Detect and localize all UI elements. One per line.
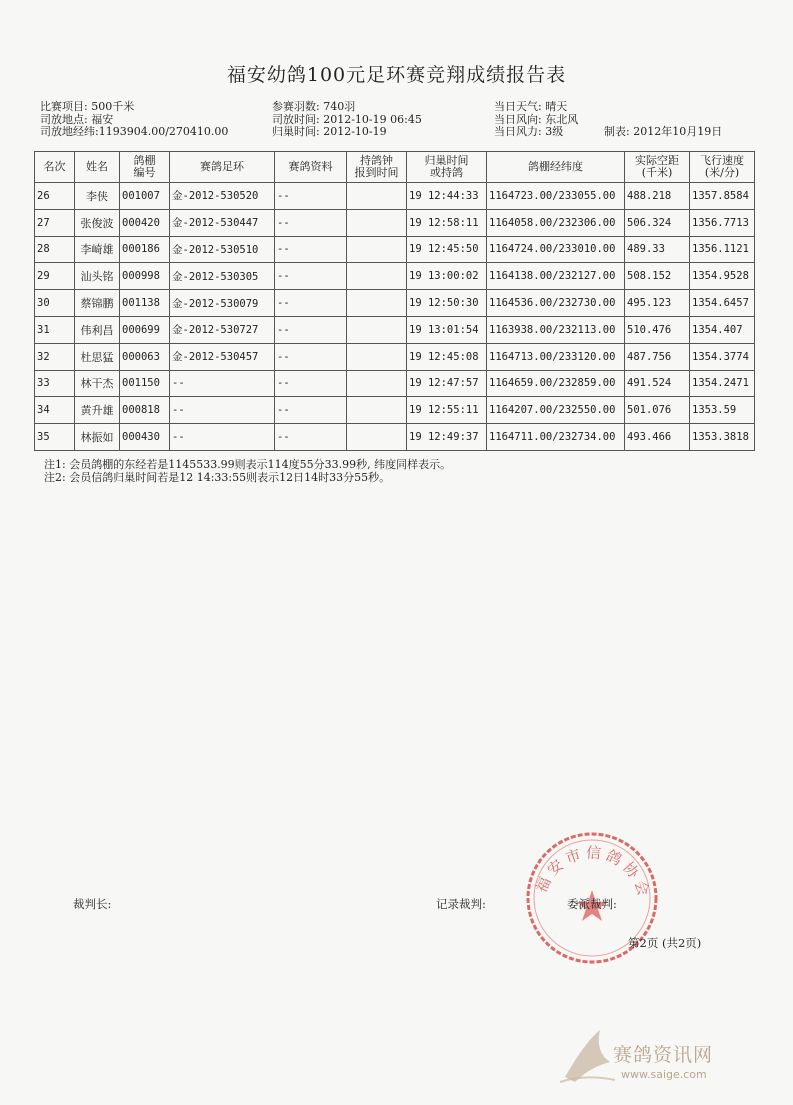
table-cell: 1164724.00/233010.00 xyxy=(487,236,625,263)
table-cell: 001138 xyxy=(120,290,170,317)
table-cell: 510.476 xyxy=(625,316,690,343)
table-cell: 1357.8584 xyxy=(690,183,755,210)
table-cell: 李崎雄 xyxy=(75,236,120,263)
table-cell: 杜思猛 xyxy=(75,343,120,370)
table-cell: 金-2012-530510 xyxy=(170,236,275,263)
table-cell: 508.152 xyxy=(625,263,690,290)
table-cell: 19 12:49:37 xyxy=(407,424,487,451)
table-cell: 1356.7713 xyxy=(690,209,755,236)
table-row xyxy=(35,290,755,317)
table-cell: 汕头铭 xyxy=(75,263,120,290)
meta-item: 司放地经纬:1193904.00/270410.00 xyxy=(40,125,229,138)
table-cell xyxy=(347,397,407,424)
meta-item: 当日风向: 东北风 xyxy=(494,112,579,126)
table-cell xyxy=(347,316,407,343)
table-cell: 1164207.00/232550.00 xyxy=(487,397,625,424)
table-cell: 金-2012-530457 xyxy=(170,343,275,370)
table-cell: 金-2012-530727 xyxy=(170,316,275,343)
table-cell: 1353.59 xyxy=(690,397,755,424)
table-cell xyxy=(347,370,407,397)
table-cell: 1164659.00/232859.00 xyxy=(487,370,625,397)
table-row xyxy=(35,343,755,370)
note-2: 注2: 会员信鸽归巢时间若是12 14:33:55则表示12日14时33分55秒。 xyxy=(44,471,391,484)
table-cell: 1164713.00/233120.00 xyxy=(487,343,625,370)
table-cell: 林振如 xyxy=(75,424,120,451)
column-header: 姓名 xyxy=(75,152,120,183)
chief-judge-label: 裁判长: xyxy=(73,897,112,911)
table-cell: 493.466 xyxy=(625,424,690,451)
table-cell: 000818 xyxy=(120,397,170,424)
table-cell: -- xyxy=(275,209,347,236)
meta-item: 司放地点: 福安 xyxy=(40,112,114,126)
column-header: 持鸽钟 报到时间 xyxy=(347,152,407,183)
table-cell: 张俊波 xyxy=(75,209,120,236)
column-header: 鸽棚 编号 xyxy=(120,152,170,183)
meta-item: 司放时间: 2012-10-19 06:45 xyxy=(272,112,422,126)
table-cell: -- xyxy=(275,370,347,397)
table-cell: 19 12:50:30 xyxy=(407,290,487,317)
table-cell: 28 xyxy=(35,236,75,263)
table-cell: 000699 xyxy=(120,316,170,343)
table-cell: 林干杰 xyxy=(75,370,120,397)
made-date: 制表: 2012年10月19日 xyxy=(604,125,723,138)
meta-col-2 xyxy=(272,101,422,139)
column-header: 飞行速度 (米/分) xyxy=(690,152,755,183)
column-header: 赛鸽资料 xyxy=(275,152,347,183)
table-cell: 001150 xyxy=(120,370,170,397)
table-cell: 31 xyxy=(35,316,75,343)
meta-item: 归巢时间: 2012-10-19 xyxy=(272,125,387,138)
table-cell: 金-2012-530079 xyxy=(170,290,275,317)
watermark-name: 赛鸽资讯网 xyxy=(613,1044,714,1066)
table-cell: -- xyxy=(275,316,347,343)
table-cell xyxy=(347,263,407,290)
table-row xyxy=(35,424,755,451)
table-row xyxy=(35,370,755,397)
table-cell: 000430 xyxy=(120,424,170,451)
table-cell: 000186 xyxy=(120,236,170,263)
table-cell: 伟利昌 xyxy=(75,316,120,343)
table-body xyxy=(35,183,755,451)
table-cell: 1354.3774 xyxy=(690,343,755,370)
table-cell: 26 xyxy=(35,183,75,210)
table-cell: 1164711.00/232734.00 xyxy=(487,424,625,451)
table-cell: 1354.9528 xyxy=(690,263,755,290)
meta-col-1 xyxy=(40,101,228,139)
table-cell: -- xyxy=(170,397,275,424)
column-header: 赛鸽足环 xyxy=(170,152,275,183)
table-cell: 1164536.00/232730.00 xyxy=(487,290,625,317)
table-cell: 金-2012-530305 xyxy=(170,263,275,290)
table-cell: 金-2012-530447 xyxy=(170,209,275,236)
table-row xyxy=(35,263,755,290)
table-cell xyxy=(347,236,407,263)
table-cell: 1356.1121 xyxy=(690,236,755,263)
table-cell: 495.123 xyxy=(625,290,690,317)
note-1: 注1: 会员鸽棚的东经若是1145533.99则表示114度55分33.99秒, 纬度同样表示。 xyxy=(44,458,452,471)
table-cell: 1164138.00/232127.00 xyxy=(487,263,625,290)
meta-item: 当日天气: 晴天 xyxy=(494,100,568,113)
results-table xyxy=(34,151,755,451)
table-cell: 488.218 xyxy=(625,183,690,210)
table-cell: 1354.407 xyxy=(690,316,755,343)
notes xyxy=(44,458,451,484)
column-header: 名次 xyxy=(35,152,75,183)
table-row xyxy=(35,183,755,210)
table-cell: -- xyxy=(275,236,347,263)
table-cell: -- xyxy=(275,263,347,290)
meta-item: 比赛项目: 500千米 xyxy=(40,100,135,113)
table-cell: 1164058.00/232306.00 xyxy=(487,209,625,236)
table-cell: -- xyxy=(170,424,275,451)
table-cell: -- xyxy=(275,424,347,451)
table-cell: 489.33 xyxy=(625,236,690,263)
table-cell xyxy=(347,183,407,210)
watermark-url: www.saige.com xyxy=(621,1068,707,1081)
table-cell: -- xyxy=(275,343,347,370)
page-number: 第2页 (共2页) xyxy=(628,936,702,950)
table-cell: 33 xyxy=(35,370,75,397)
table-cell: -- xyxy=(275,183,347,210)
table-cell: 000998 xyxy=(120,263,170,290)
table-cell xyxy=(347,424,407,451)
svg-text:福安市信鸽协会: 福安市信鸽协会 xyxy=(532,843,654,902)
table-cell xyxy=(347,209,407,236)
table-cell: 19 13:00:02 xyxy=(407,263,487,290)
table-cell: 1354.2471 xyxy=(690,370,755,397)
column-header: 实际空距 (千米) xyxy=(625,152,690,183)
meta-col-3 xyxy=(494,100,723,139)
table-row xyxy=(35,236,755,263)
table-row xyxy=(35,209,755,236)
table-cell: 1163938.00/232113.00 xyxy=(487,316,625,343)
table-cell: 19 12:45:08 xyxy=(407,343,487,370)
table-cell: 19 13:01:54 xyxy=(407,316,487,343)
table-cell: 19 12:47:57 xyxy=(407,370,487,397)
table-cell: 1354.6457 xyxy=(690,290,755,317)
table-cell: -- xyxy=(275,397,347,424)
table-row xyxy=(35,316,755,343)
table-cell: 1353.3818 xyxy=(690,424,755,451)
column-header: 鸽棚经纬度 xyxy=(487,152,625,183)
table-cell: 27 xyxy=(35,209,75,236)
recorder-judge-label: 记录裁判: xyxy=(436,897,486,911)
table-cell: 487.756 xyxy=(625,343,690,370)
table-cell: 19 12:55:11 xyxy=(407,397,487,424)
meta-item: 当日风力: 3级 xyxy=(494,125,564,138)
delegate-judge-label: 委派裁判: xyxy=(567,897,617,911)
column-header: 归巢时间 或持鸽 xyxy=(407,152,487,183)
table-cell: 30 xyxy=(35,290,75,317)
table-cell: 黄升雄 xyxy=(75,397,120,424)
table-cell: 29 xyxy=(35,263,75,290)
report-title: 福安幼鸽100元足环赛竞翔成绩报告表 xyxy=(226,64,567,86)
table-cell: 491.524 xyxy=(625,370,690,397)
table-cell: -- xyxy=(170,370,275,397)
table-cell: 000063 xyxy=(120,343,170,370)
table-header-row xyxy=(35,152,755,183)
table-cell: 506.324 xyxy=(625,209,690,236)
table-cell: 34 xyxy=(35,397,75,424)
table-cell: 蔡锦鹏 xyxy=(75,290,120,317)
table-cell: 金-2012-530520 xyxy=(170,183,275,210)
table-cell: 19 12:58:11 xyxy=(407,209,487,236)
table-row xyxy=(35,397,755,424)
table-cell: 李侠 xyxy=(75,183,120,210)
table-cell: 32 xyxy=(35,343,75,370)
table-cell: 501.076 xyxy=(625,397,690,424)
table-cell: 19 12:44:33 xyxy=(407,183,487,210)
table-cell xyxy=(347,343,407,370)
table-cell: 1164723.00/233055.00 xyxy=(487,183,625,210)
table-cell: 001007 xyxy=(120,183,170,210)
table-cell: 000420 xyxy=(120,209,170,236)
table-cell: 19 12:45:50 xyxy=(407,236,487,263)
table-cell xyxy=(347,290,407,317)
table-cell: 35 xyxy=(35,424,75,451)
table-cell: -- xyxy=(275,290,347,317)
meta-item: 参赛羽数: 740羽 xyxy=(272,100,356,113)
